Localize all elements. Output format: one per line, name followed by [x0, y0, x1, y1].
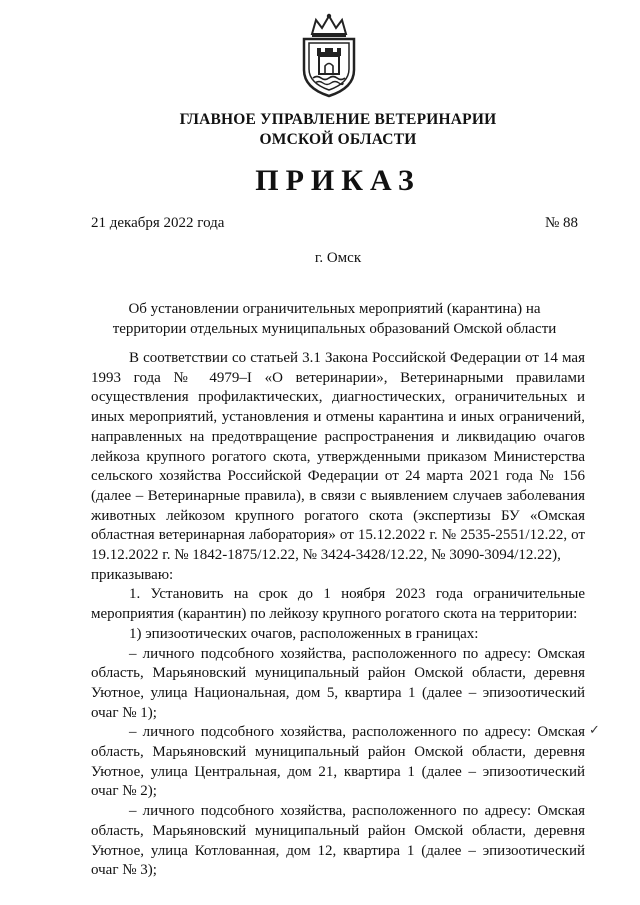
order-word: приказываю:: [91, 566, 174, 583]
epizootic-focus-2: – личного подсобного хозяйства, расположенного по адресу: Омская область, Марьяновский муниципальный район Омской области, деревня Уютное, улица Центральная, дом 21, квартира 1 (далее – эпизоотический очаг № 2);: [91, 724, 585, 800]
document-date: 21 декабря 2022 года: [91, 215, 225, 231]
item-1-paragraph: 1. Установить на срок до 1 ноября 2023 года ограничительные мероприятия (карантин) по лейкозу крупного рогатого скота на территории:: [91, 586, 585, 623]
margin-pen-mark: ✓: [589, 722, 600, 737]
document-city: г. Омск: [314, 250, 362, 266]
coat-of-arms-emblem: [298, 12, 360, 98]
organization-name-line2: ОМСКОЙ ОБЛАСТИ: [259, 131, 417, 148]
epizootic-focus-3: – личного подсобного хозяйства, расположенного по адресу: Омская область, Марьяновский муниципальный район Омской области, деревня Уютное, улица Котлованная, дом 12, квартира 1 (далее – эпизоотический очаг № 3);: [91, 803, 585, 879]
document-number: № 88: [544, 215, 578, 231]
subitem-1-paragraph: 1) эпизоотических очагов, расположенных в границах:: [129, 625, 479, 642]
document-subject: Об установлении ограничительных мероприятий (карантина) на территории отдельных муниципальных образований Омской области: [112, 301, 557, 337]
organization-name-line1: ГЛАВНОЕ УПРАВЛЕНИЕ ВЕТЕРИНАРИИ: [179, 111, 497, 128]
document-title: ПРИКАЗ: [255, 164, 421, 197]
preamble-paragraph: В соответствии со статьей 3.1 Закона Российской Федерации от 14 мая 1993 года № 4979–I «О ветеринарии», Ветеринарными правилами осуществления профилактических, диагностических, ограничительных и иных мероприятий, установления и отмены карантина и иных ограничений, направленных на предотвращение распространения и ликвидацию очагов лейкоза крупного рогатого скота, утвержденными приказом Министерства сельского хозяйства Российской Федерации от 24 марта 2021 года № 156 (далее – Ветеринарные правила), в связи с выявлением случаев заболевания животных лейкозом крупного рогатого скота (экспертизы БУ «Омская областная ветеринарная лаборатория» от 15.12.2022 г. № 2535-2551/12.22, от 19.12.2022 г. № 1842-1875/12.22, № 3424-3428/12.22, № 3090-3094/12.22),: [91, 350, 585, 564]
epizootic-focus-1: – личного подсобного хозяйства, расположенного по адресу: Омская область, Марьяновский муниципальный район Омской области, деревня Уютное, улица Национальная, дом 5, квартира 1 (далее – эпизоотический очаг № 1);: [91, 645, 585, 721]
document-body: [91, 349, 585, 881]
